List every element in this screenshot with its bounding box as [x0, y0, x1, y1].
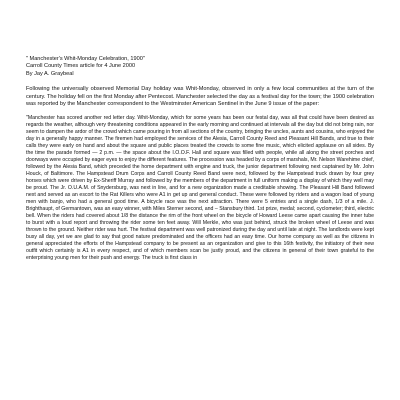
article-byline: By Jay A. Graybeal [26, 70, 74, 77]
article-header [26, 56, 374, 78]
intro-paragraph: Following the universally observed Memorial Day holiday was Whit-Monday, observed in only a few local communities at the turn of the century. The holiday fell on the first Monday after Pentecost. Manchester selected the day as a festival day for the town; the 1900 celebration was reported by the Manchester correspondent to the Westminster American Sentinel in the June 9 issue of the paper: [26, 86, 374, 108]
quote-paragraph: "Manchester has scored another red letter day. Whit-Monday, which for some years has been our festal day, was all that could have been desired as regards the weather, although very threatening conditions appeared in the early morning and continued at intervals all the day but did not bring rain, nor seem to dampen the ardor of the crowd which came pouring in from all sections of the country, bringing the uncles, aunts and cousins, who enjoyed the day in a generally happy manner. The firemen had employed the services of the Alesia, Carroll County Reed and Pleasant Hill Bands, and true to their calls they were early on hand and about the square and public places treated the crowds to some fine music, which elicited applause on all sides. By the time the parade formed — 2 p.m. — the space about the I.O.O.F. Hall and square was filled with people, while all along the street porches and doorways were occupied by eager eyes to enjoy the different features. The procession was headed by a corps of marshals, Mr. Nelson Warehime chief, followed by the Alesia Band, which preceded the home department with engine and truck, the junior department following next captained by Mr. John Houck, of Baltimore. The Hampstead Drum Corps and Carroll County Reed Band were next, followed by the Hampstead truck drawn by four grey horses which were driven by Ex-Sheriff Murray and followed by the members of the department in full uniform making a display of which they well may be proud. The Jr. O.U.A.M. of Snydersburg, was next in line, and for a new organization made a creditable showing. The Pleasant Hill Band followed next and served as an escort to the Rat Killers who were A1 in get up and general conduct. These were followed by riders and a wagon load of young men with banjo, who had a general good time. A bicycle race was the next attraction. There were 5 entries and a single dash, 1/3 of a mile. J. Brighthaupt, of Germantown, was an easy winner, with Miles Sterner second, and – Stansbury third. 1st prize, medal; second, cyclometer; third, electric bell. When the riders had covered about 1/8 the distance the rim of the front wheel on the bicycle of Howard Leese came apart causing the inner tube to burst with a loud report and throwing the rider some ten feet away. Will Merkle, who was just behind, struck the broken wheel of Leese and was thrown to the ground. Neither rider was hurt. The festival department was well patronized during the day and until late at night. The landlords were kept busy all day, yet we are glad to say that good nature predominated and the officers had an easy time. Our home company as well as the citizens in general appreciated the efforts of the Hampstead company to be present as an organization and give to this 16th festivity, the initiatory of their new outfit which certainly is A1 in every respect, and of which members scan be justly proud, and the citizens in general of their town grateful to the enterprising young men for their push and energy. The truck is first class in [26, 115, 374, 261]
article-subtitle: Carroll County Times article for 4 June 2000 [26, 63, 136, 70]
article-title: " Manchester's Whit-Monday Celebration, 1900" [26, 56, 145, 62]
